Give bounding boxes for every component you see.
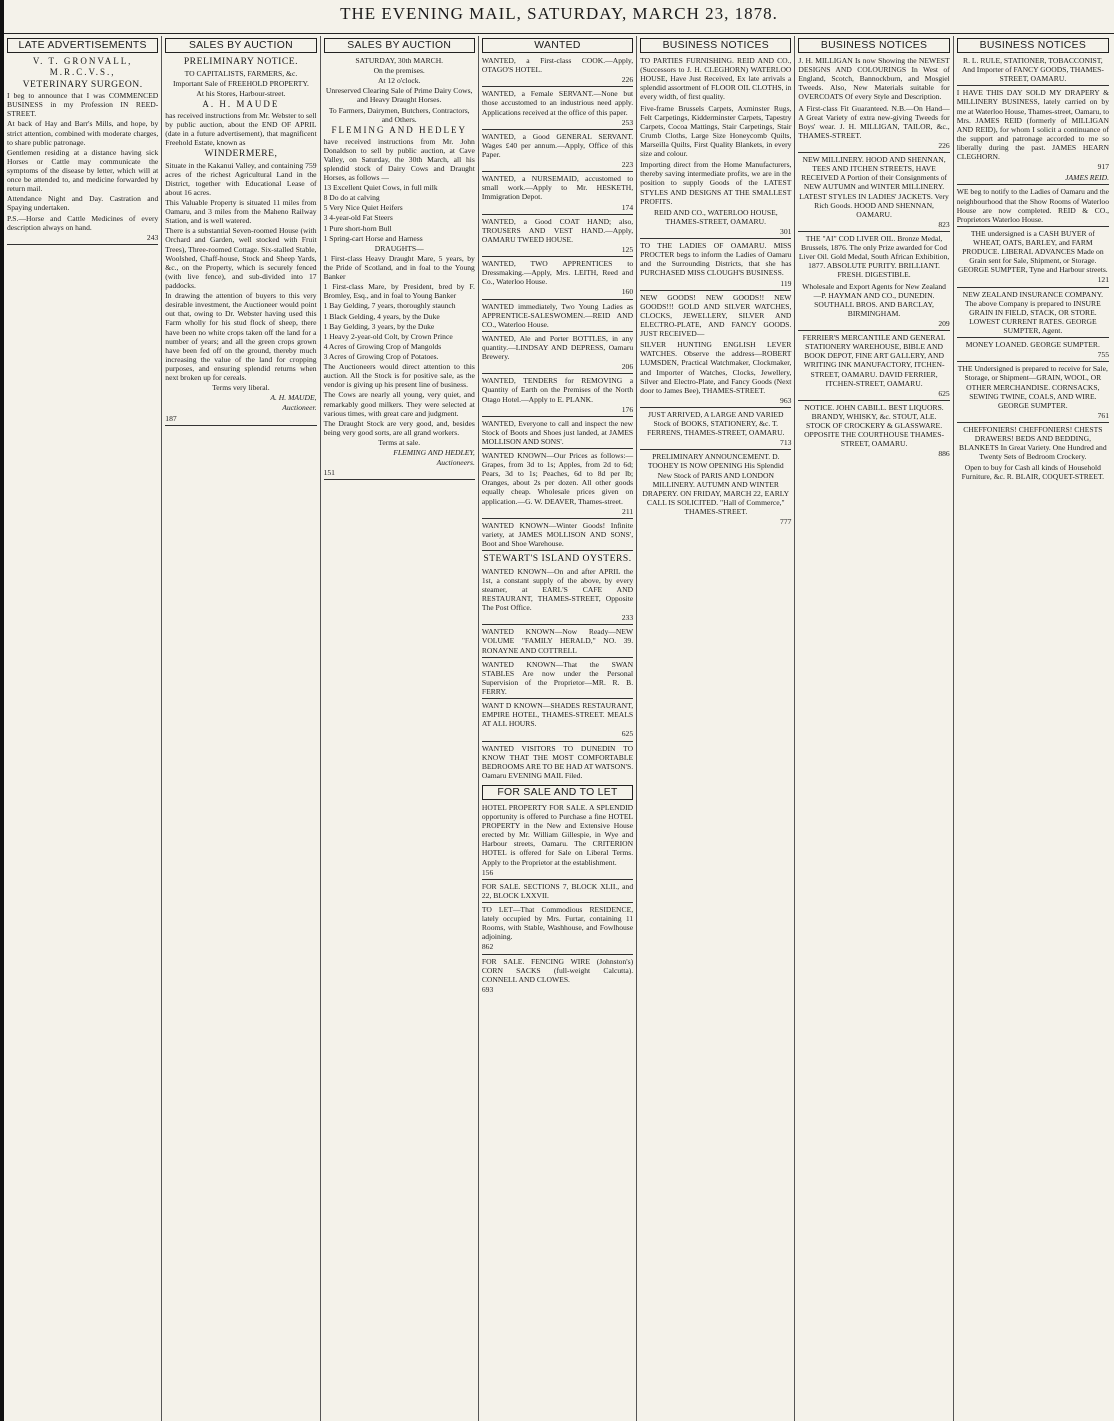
ad-text: WANTED, a Female SERVANT.—None but those accustomed to an industrious need apply. Applications received at the office of this paper. — [481, 89, 634, 117]
wanted-ad — [482, 174, 633, 211]
wanted-ad — [482, 89, 633, 126]
column-header: BUSINESS NOTICES — [640, 38, 791, 53]
ad-divider — [798, 152, 949, 153]
ad-body: 1 Heavy 2-year-old Colt, by Crown Prince — [323, 331, 453, 341]
ad-line: have received instructions from Mr. John Donaldson to sell by public auction, at Cave Valley, on Saturday, the 30th March, all his splendid stock of Dairy Cows and Draught Horses, as follows — — [323, 136, 475, 182]
section-header: FOR SALE AND TO LET — [482, 785, 633, 800]
ad-list-item: 1 Spring-cart Horse and Harness — [323, 233, 423, 243]
ad-divider — [482, 518, 633, 519]
sale-ad — [482, 803, 633, 877]
ad-number: 160 — [621, 287, 634, 297]
ad-text: FERRIER'S MERCANTILE AND GENERAL STATIONERY WAREHOUSE, BIBLE AND BOOK DEPOT, FINE ART GALLERY, AND WRITING INK MANUFACTORY, ITCHEN-STREET, OAMARU. DAVID FERRIER, ITCHEN-STREET, OAMARU. — [802, 333, 946, 388]
ad-text: WANTED VISITORS TO DUNEDIN TO KNOW THAT THE MOST COMFORTABLE BEDROOMS ARE TO BE HAD AT WATSON'S. Oamaru EVENING MAIL Filed. — [481, 743, 634, 780]
ad-line: At his Stores, Harbour-street. — [196, 88, 286, 98]
wanted-ad — [482, 451, 633, 516]
ad-line: P.S.—Horse and Cattle Medicines of every description always on hand. — [7, 213, 159, 232]
column-header: BUSINESS NOTICES — [957, 38, 1109, 53]
business-ad — [798, 155, 949, 229]
ad-number: 625 — [938, 388, 950, 398]
ad-number: 156 — [481, 867, 494, 877]
ad-number: 226 — [621, 75, 634, 85]
business-ad — [798, 234, 949, 280]
ad-subtitle: On the premises. — [373, 66, 425, 76]
ad-list-item: 8 Do do at calving — [323, 193, 380, 203]
ad-text: Open to buy for Cash all kinds of Household Furniture, &c. R. BLAIR, COQUET-STREET. — [961, 463, 1105, 482]
ad-divider — [482, 86, 633, 87]
ad-text: JAMES REID. — [1065, 173, 1109, 183]
business-ad — [957, 173, 1109, 182]
ad-body: 3 Acres of Growing Crop of Potatoes. — [323, 351, 439, 361]
wanted-ad — [482, 419, 633, 446]
ad-divider — [957, 85, 1109, 86]
ad-divider — [482, 741, 633, 742]
ad-text: TO PARTIES FURNISHING. REID AND CO., (Successors to J. H. CLEGHORN) WATERLOO HOUSE, Have Just Received, Ex late arrivals a splendid assortment of FLOOR OIL CLOTHS, in every width, of first quality. — [640, 56, 792, 102]
column-header: WANTED — [482, 38, 633, 53]
sale-ad — [482, 957, 633, 994]
ad-text: WANTED, TWO APPRENTICES to Dressmaking.—Apply, Mrs. LEITH, Reed and Co., Waterloo House. — [481, 259, 634, 287]
ad-number: 253 — [621, 117, 634, 127]
business-ad — [957, 340, 1109, 359]
ad-signature: A. H. MAUDE, — [270, 393, 317, 403]
ad-text: I HAVE THIS DAY SOLD MY DRAPERY & MILLINERY BUSINESS, lately carried on by me at Waterloo House, Thames-street, Oamaru, to Mrs. JAMES REID (formerly of MILLIGAN AND REID), for whom I solicit a continuance of the support and patronage accorded to me so liberally during the past. JAMES HEARN CLEGHORN. — [956, 88, 1109, 162]
ad-text: WANTED KNOWN—That the SWAN STABLES Are now under the Personal Supervision of the Proprietor—MR. R. B. FERRY. — [481, 659, 634, 696]
business-ad — [957, 88, 1109, 171]
ad-text: WANTED, a Good GENERAL SERVANT. Wages £40 per annum.—Apply, Office of this Paper. — [481, 131, 634, 159]
ad-windermere — [165, 56, 316, 423]
ad-number: 693 — [481, 984, 494, 994]
ad-number: 862 — [481, 942, 494, 952]
wanted-ad — [482, 660, 633, 696]
business-ad — [640, 104, 791, 159]
ad-clearing-sale — [324, 56, 475, 477]
ad-line: has received instructions from Mr. Webster to sell by public auction, about the END OF APRIL (date in a future advertisement), that magnificent Freehold Estate, known as — [165, 110, 317, 147]
ad-number: 151 — [323, 468, 335, 478]
ad-divider — [482, 698, 633, 699]
business-ad — [957, 364, 1109, 420]
ad-divider — [957, 287, 1109, 288]
ad-number: 243 — [146, 232, 159, 242]
ad-text: WANTED, TENDERS for REMOVING a Quantity of Earth on the Premises of the North Otago Hotel.—Apply to E. PLANK. — [481, 376, 634, 404]
ad-divider — [7, 244, 158, 245]
ad-text: WANT D KNOWN—SHADES RESTAURANT, EMPIRE HOTEL, THAMES-STREET. MEALS AT ALL HOURS. — [481, 701, 634, 729]
business-ad — [798, 104, 949, 151]
ad-text: SILVER HUNTING ENGLISH LEVER WATCHES. Observe the address—ROBERT LUMSDEN, Practical Watchmaker, Clockmaker, and Importer of Watches, Clocks, Jewellery, Silver and Electro-Plate, and Fancy Goods (Next door to James Bee), THAMES-STREET. — [640, 340, 792, 395]
ad-text: WANTED, a NURSEMAID, accustomed to small work.—Apply to Mr. HESKETH, Immigration Depot. — [481, 174, 634, 202]
ad-body: In drawing the attention of buyers to this very desirable investment, the Auctioneer would point out that, owing to Dr. Webster having used this Farm wholly for his stud flock of sheep, there have been no white crops taken off the land for a number of years; and all the green crops grown have been fed off on the ground, thereby much increasing the value of the land for cropping purposes, and ensuring splendid returns when next broken up for cereals. — [165, 291, 317, 383]
business-ad — [957, 187, 1109, 223]
ad-text: WANTED KNOWN—On and after APRIL the 1st, a constant supply of the above, by every steamer, at EARL'S CAFE AND RESTAURANT, THAMES-STREET, Opposite The Post Office. — [481, 566, 634, 613]
ad-divider — [957, 226, 1109, 227]
business-ad — [640, 340, 791, 405]
ad-divider — [482, 171, 633, 172]
ad-body: The Draught Stock are very good, and, besides being very good sorts, are all grand workers. — [323, 418, 475, 437]
ad-divider — [640, 449, 791, 450]
ad-divider — [482, 448, 633, 449]
ad-text: THE undersigned is a CASH BUYER of WHEAT, OATS, BARLEY, and FARM PRODUCE. LIBERAL ADVANCES Made on Grain sent for Sale, Shipment, or Storage. GEORGE SUMPTER, Tyne and Harbour streets. — [957, 228, 1108, 275]
business-ad — [640, 241, 791, 288]
ad-line: To Farmers, Dairymen, Butchers, Contractors, and Others. — [328, 105, 470, 124]
ad-divider — [482, 902, 633, 903]
column-header: SALES BY AUCTION — [165, 38, 316, 53]
ad-number: 761 — [1097, 410, 1109, 420]
ad-divider — [482, 256, 633, 257]
wanted-ads — [482, 56, 633, 780]
wanted-ad — [482, 302, 633, 329]
ad-number: 223 — [621, 160, 634, 170]
ad-body: Situate in the Kakanui Valley, and containing 759 acres of the richest Agricultural Land in the District, together with Educational Lease of about 16 acres. — [165, 160, 317, 197]
business-ad — [640, 293, 791, 339]
ad-number: 917 — [1097, 162, 1109, 172]
ad-list-item: 13 Excellent Quiet Cows, in full milk — [323, 183, 438, 193]
ad-line: At back of Hay and Barr's Mills, and hope, by strict attention, combined with moderate charges, to share public patronage. — [7, 119, 159, 147]
business-ad — [640, 56, 791, 102]
ad-number: 174 — [621, 202, 634, 212]
business-ad — [957, 56, 1109, 83]
ad-body: Terms at sale. — [378, 437, 421, 447]
ad-divider — [482, 373, 633, 374]
ad-divider — [482, 331, 633, 332]
ad-veterinary — [7, 56, 158, 242]
ad-text: WANTED KNOWN—Our Prices as follows:—Grapes, from 3d to 1s; Apples, from 2d to 6d; Pears, 3d to 1s; Peaches, 6d to 8d per lb; Oranges, about 2s per dozen. All other goods equally cheap. Wholesale prices given on application.—G. W. DEAVER, Thames-street. — [481, 451, 634, 506]
ad-body: 1 Black Gelding, 4 years, by the Duke — [323, 311, 440, 321]
ad-lead: FLEMING AND HEDLEY — [331, 124, 467, 135]
ad-number: 886 — [938, 449, 950, 459]
ad-text: A First-class Fit Guaranteed. N.B.—On Hand—A Great Variety of extra new-giving Tweeds for Boys' wear. J. H. MILLIGAN, TAILOR, &c., THAMES-STREET. — [798, 103, 950, 140]
ad-list-item: 5 Very Nice Quiet Heifers — [323, 203, 403, 213]
masthead-rule — [4, 33, 1114, 34]
column-7 — [954, 36, 1112, 1421]
ad-signature-role: Auctioneer. — [282, 403, 317, 413]
ad-text: NEW MILLINERY. HOOD AND SHENNAN, TEES AND ITCHEN STREETS, HAVE RECEIVED A Portion of their Consignments of NEW AUTUMN and WINTER MILLINERY. LATEST STYLES IN LADIES' JACKETS. Very Rich Goods. HOOD AND SHENNAN, OAMARU. — [799, 155, 949, 219]
wanted-ad — [482, 132, 633, 169]
wanted-ad — [482, 334, 633, 371]
ad-body: 1 First-class Mare, by President, bred by F. Bromley, Esq., and in foal to Young Banker — [323, 282, 475, 301]
ad-divider — [482, 299, 633, 300]
wanted-ad — [482, 627, 633, 654]
ad-title: VETERINARY SURGEON. — [22, 78, 143, 90]
ad-text: WANTED, a First-class COOK.—Apply, OTAGO'S HOTEL. — [481, 56, 634, 75]
business-ad — [957, 425, 1109, 461]
ad-divider — [165, 425, 316, 426]
ad-text: NEW ZEALAND INSURANCE COMPANY. The above Company is prepared to INSURE GRAIN IN FIELD, STACK, OR STORE. LOWEST CURRENT RATES. GEORGE SUMPTER, Agent. — [962, 289, 1104, 335]
ad-subtitle: TO CAPITALISTS, FARMERS, &c. — [184, 68, 298, 78]
ad-divider — [482, 879, 633, 880]
ad-divider — [640, 238, 791, 239]
ad-title: PRELIMINARY NOTICE. — [183, 56, 298, 67]
wanted-ad — [482, 217, 633, 254]
ad-divider — [482, 416, 633, 417]
column-header: BUSINESS NOTICES — [798, 38, 949, 53]
ad-text: WE beg to notify to the Ladies of Oamaru and the neighbourhood that the Show Rooms of Waterloo House are now completed. REID & CO., Proprietors Waterloo House. — [956, 187, 1109, 224]
ad-text: TO LET—That Commodious RESIDENCE, lately occupied by Mrs. Furtar, containing 11 Rooms, with Stable, Washhouse, and Fowlhouse adjoining. — [481, 905, 634, 942]
ad-body: The Auctioneers would direct attention to this auction. All the Stock is for positive sale, as the vendor is giving up his present line of business. — [323, 362, 475, 390]
ad-number: 963 — [780, 395, 792, 405]
ad-text: WANTED immediately, Two Young Ladies as APPRENTICE-SALESWOMEN.—REID AND CO., Waterloo House. — [481, 301, 634, 329]
ad-title: SATURDAY, 30th MARCH. — [355, 56, 444, 65]
ad-time: At 12 o'clock. — [377, 76, 421, 86]
ad-number: 777 — [780, 517, 792, 527]
ad-text: TO THE LADIES OF OAMARU. MISS PROCTER begs to inform the Ladies of Oamaru and the Surrounding Districts, that she has PURCHASED MISS CLOUGH'S BUSINESS. — [640, 241, 792, 278]
ad-number: 176 — [621, 404, 634, 414]
business-ad — [798, 56, 949, 102]
column-1 — [4, 36, 162, 1421]
ad-divider — [482, 214, 633, 215]
ad-text: Five-frame Brussels Carpets, Axminster Rugs, Felt Carpetings, Kidderminster Carpets, Tapestry Carpets, Cocoa Mattings, Stair Carpetings, Stair Crumb Cloths, Large Size Honeycomb Quilts, Marseilla Quilts, First Quality Blankets, in every size and colour. — [640, 103, 792, 159]
for-sale-ads — [482, 803, 633, 994]
ad-number: 233 — [621, 613, 634, 623]
ad-lead: V. T. GRONVALL, M.R.C.V.S., — [32, 56, 133, 77]
wanted-ad — [482, 56, 633, 84]
ad-number: 625 — [621, 729, 634, 739]
ad-body: 4 Acres of Growing Crop of Mangolds — [323, 341, 442, 351]
ad-text: MONEY LOANED. GEORGE SUMPTER. — [965, 340, 1100, 350]
ad-text: R. L. RULE, STATIONER, TOBACCONIST, And Importer of FANCY GOODS, THAMES-STREET, OAMARU. — [961, 56, 1104, 84]
ad-divider — [482, 550, 633, 551]
ad-number: 713 — [780, 438, 792, 448]
business-ad — [640, 208, 791, 236]
wanted-ad — [482, 521, 633, 548]
ad-line: Unreserved Clearing Sale of Prime Dairy Cows, and Heavy Draught Horses. — [325, 86, 473, 105]
ad-text: REID AND CO., WATERLOO HOUSE, THAMES-STREET, OAMARU. — [653, 207, 778, 226]
wanted-ad — [482, 744, 633, 780]
ad-divider — [957, 184, 1109, 185]
ad-body: The Cows are nearly all young, very quiet, and remarkably good milkers. They were selected at various times, with great care and judgment. — [323, 390, 475, 418]
business-ad — [957, 463, 1109, 481]
column-4 — [479, 36, 637, 1421]
ad-signature: FLEMING AND HEDLEY, — [393, 448, 475, 458]
business-ad — [957, 290, 1109, 336]
ad-divider — [640, 407, 791, 408]
ad-number: 755 — [1097, 350, 1109, 360]
ad-line: Important Sale of FREEHOLD PROPERTY. — [172, 78, 309, 88]
ad-text: Wholesale and Export Agents for New Zealand—P. HAYMAN AND CO., DUNEDIN. SOUTHALL BROS. AND BARCLAY, BIRMINGHAM. — [802, 281, 946, 318]
ad-text: JUST ARRIVED, A LARGE AND VARIED Stock of BOOKS, STATIONERY, &c. T. FERRENS, THAMES-STREET, OAMARU. — [647, 409, 785, 438]
ad-text: NOTICE. JOHN CABILL. BEST LIQUORS. BRANDY, WHISKY, &c. STOUT, ALE. STOCK OF CROCKERY & GLASSWARE. OPPOSITE THE COURTHOUSE THAMES-STREET, OAMARU. — [804, 402, 945, 449]
ad-divider — [798, 400, 949, 401]
ad-text: WANTED, a Good COAT HAND; also, TROUSERS AND VEST HAND.—Apply, OAMARU TWEED HOUSE. — [481, 216, 634, 244]
column-6 — [795, 36, 953, 1421]
masthead: THE EVENING MAIL, SATURDAY, MARCH 23, 1878. — [340, 4, 778, 23]
ad-text: FOR SALE. FENCING WIRE (Johnston's) CORN SACKS (full-weight Calcutta). CONNELL AND CLOWES. — [481, 956, 634, 984]
ad-line: Attendance Night and Day. Castration and Spaying undertaken. — [7, 194, 159, 213]
ad-section-label: DRAUGHTS— — [374, 243, 424, 253]
ad-line: Gentlemen residing at a distance having sick Horses or Cattle may communicate the symptoms of the disease by letter, which will at once be attended to, and medicine forwarded by return mail. — [7, 147, 159, 194]
ad-list-item: 3 4-year-old Fat Steers — [323, 213, 393, 223]
ad-divider — [482, 624, 633, 625]
wanted-ad — [482, 259, 633, 296]
ad-divider — [482, 954, 633, 955]
ad-body: 1 Bay Gelding, 3 years, by the Duke — [323, 321, 435, 331]
ad-body: This Valuable Property is situated 11 miles from Oamaru, and 3 miles from the Maheno Railway Station, and is well watered. — [165, 198, 317, 226]
ad-number: 209 — [938, 318, 950, 328]
ad-signature-role: Auctioneers. — [436, 458, 475, 468]
ad-divider — [324, 479, 475, 480]
ad-estate-name: WINDERMERE, — [204, 148, 278, 160]
ad-divider — [957, 361, 1109, 362]
ad-number: 226 — [938, 140, 950, 150]
ad-text: PRELIMINARY ANNOUNCEMENT. D. TOOHEY IS NOW OPENING His Splendid New Stock of PARIS AND LONDON MILLINERY. AUTUMN AND WINTER DRAPERY. ON FRIDAY, MARCH 22, EARLY CALL IS SOLICITED. "Hall of Commerce," THAMES-STREET. — [642, 452, 790, 517]
ad-text: STEWART'S ISLAND OYSTERS. — [483, 553, 632, 565]
business-ad — [798, 333, 949, 398]
wanted-ad — [482, 553, 633, 565]
ad-divider — [957, 422, 1109, 423]
column-header: SALES BY AUCTION — [324, 38, 475, 53]
business-ad — [640, 160, 791, 206]
ad-text: NEW GOODS! NEW GOODS!! NEW GOODS!!! GOLD AND SILVER WATCHES, CLOCKS, JEWELLERY, SILVER AND ELECTRO-PLATE, AND FANCY GOODS. JUST RECEIVED— — [640, 292, 792, 339]
ad-divider — [640, 290, 791, 291]
ad-body: Terms very liberal. — [212, 383, 270, 393]
column-2 — [162, 36, 320, 1421]
ad-text: J. H. MILLIGAN Is now Showing the NEWEST DESIGNS AND COLOURINGS In West of England, Scotch, Bannockburn, and Mosgiel Tweeds. Also, New Materials suitable for OVERCOATS Of every Style and Description. — [798, 56, 950, 102]
wanted-ad — [482, 567, 633, 623]
ad-divider — [798, 231, 949, 232]
column-5 — [637, 36, 795, 1421]
ad-divider — [482, 129, 633, 130]
ad-divider — [798, 330, 949, 331]
ad-body: 1 First-class Heavy Draught Mare, 5 years, by the Pride of Scotland, and in foal to the Young Banker — [323, 253, 475, 282]
ad-divider — [482, 657, 633, 658]
sale-ad — [482, 905, 633, 952]
ad-text: WANTED, Everyone to call and inspect the new Stock of Boots and Shoes just landed, at JAMES MOLLISON AND SONS'. — [481, 418, 634, 446]
business-ad — [640, 410, 791, 447]
ad-text: THE "AI" COD LIVER OIL. Bronze Medal, Brussels, 1876. The only Prize awarded for Cod Liver Oil. Gold Medal, South African Exhibition, 1877. ABSOLUTE PURITY. BRILLIANT. FRESH. DIGESTIBLE. — [798, 233, 950, 280]
ad-list-item: 1 Pure short-horn Bull — [323, 223, 392, 233]
ad-body: 1 Bay Gelding, 7 years, thoroughly staunch — [323, 301, 456, 311]
ad-text: CHEFFONIERS! CHEFFONIERS! CHESTS DRAWERS! BEDS AND BEDDING, BLANKETS In Great Variety. One Hundred and Twenty Sets of Bedroom Crockery. — [959, 424, 1107, 462]
wanted-ad — [482, 376, 633, 413]
business-ad — [640, 452, 791, 526]
ad-number: 211 — [622, 506, 634, 516]
ad-text: WANTED, Ale and Porter BOTTLES, in any quantity.—LINDSAY AND DEPRESS, Oamaru Brewery. — [481, 333, 634, 362]
ad-number: 301 — [780, 226, 792, 236]
wanted-ad — [482, 701, 633, 738]
columns-grid — [4, 36, 1112, 1421]
ad-body: There is a substantial Seven-roomed House (with Orchard and Garden, well stocked with Fruit Trees), Three-roomed Cottage. Six-stalled Stable, Woolshed, Chaff-house, Stock and Sheep Yards, &c., on the Property, which is securely fenced (with live fence), and sub-divided into 17 paddocks. — [165, 226, 317, 290]
sale-ad — [482, 882, 633, 900]
ad-text: Importing direct from the Home Manufacturers, thereby saving intermediate profits, we are in the position to supply Goods of the LATEST STYLES AND DESIGNS AT THE SMALLEST PROFITS. — [640, 160, 792, 206]
business-ad — [798, 403, 949, 459]
ad-number: 187 — [165, 413, 177, 423]
business-ad — [957, 229, 1109, 285]
ad-text: HOTEL PROPERTY FOR SALE. A SPLENDID opportunity is offered to Purchase a fine HOTEL PROPERTY in the New and Extensive House erected by Mr. William Gillespie, in Wye and Harbour streets, Oamaru. The CRITERION HOTEL is offered for Sale on Liberal Terms. Apply to the Proprietor at the establishment. — [481, 802, 634, 867]
ad-line: I beg to announce that I was COMMENCED BUSINESS in my Profession IN REED-STREET. — [7, 91, 159, 119]
ad-number: 125 — [621, 244, 634, 254]
ad-number: 121 — [1097, 275, 1109, 285]
ad-text: WANTED KNOWN—Now Ready—NEW VOLUME "FAMILY HERALD," NO. 39. RONAYNE AND COTTRELL — [481, 627, 634, 655]
ad-text: THE Undersigned is prepared to receive for Sale, Storage, or Shipment—GRAIN, WOOL, OR OTHER MERCHANDISE. CORNSACKS, SEWING TWINE, COALS, AND WIRE. GEORGE SUMPTER. — [957, 364, 1108, 410]
ad-number: 119 — [780, 278, 792, 288]
column-3 — [321, 36, 479, 1421]
ad-text: FOR SALE. SECTIONS 7, BLOCK XLII., and 22, BLOCK LXXVII. — [481, 881, 634, 900]
ad-number: 823 — [938, 219, 950, 229]
business-ad — [798, 282, 949, 329]
ad-lead: A. H. MAUDE — [202, 98, 280, 109]
ad-text: WANTED KNOWN—Winter Goods! Infinite variety, at JAMES MOLLISON AND SONS', Boot and Shoe Warehouse. — [481, 520, 634, 549]
ad-divider — [957, 337, 1109, 338]
column-header: LATE ADVERTISEMENTS — [7, 38, 158, 53]
ad-number: 206 — [621, 362, 634, 372]
